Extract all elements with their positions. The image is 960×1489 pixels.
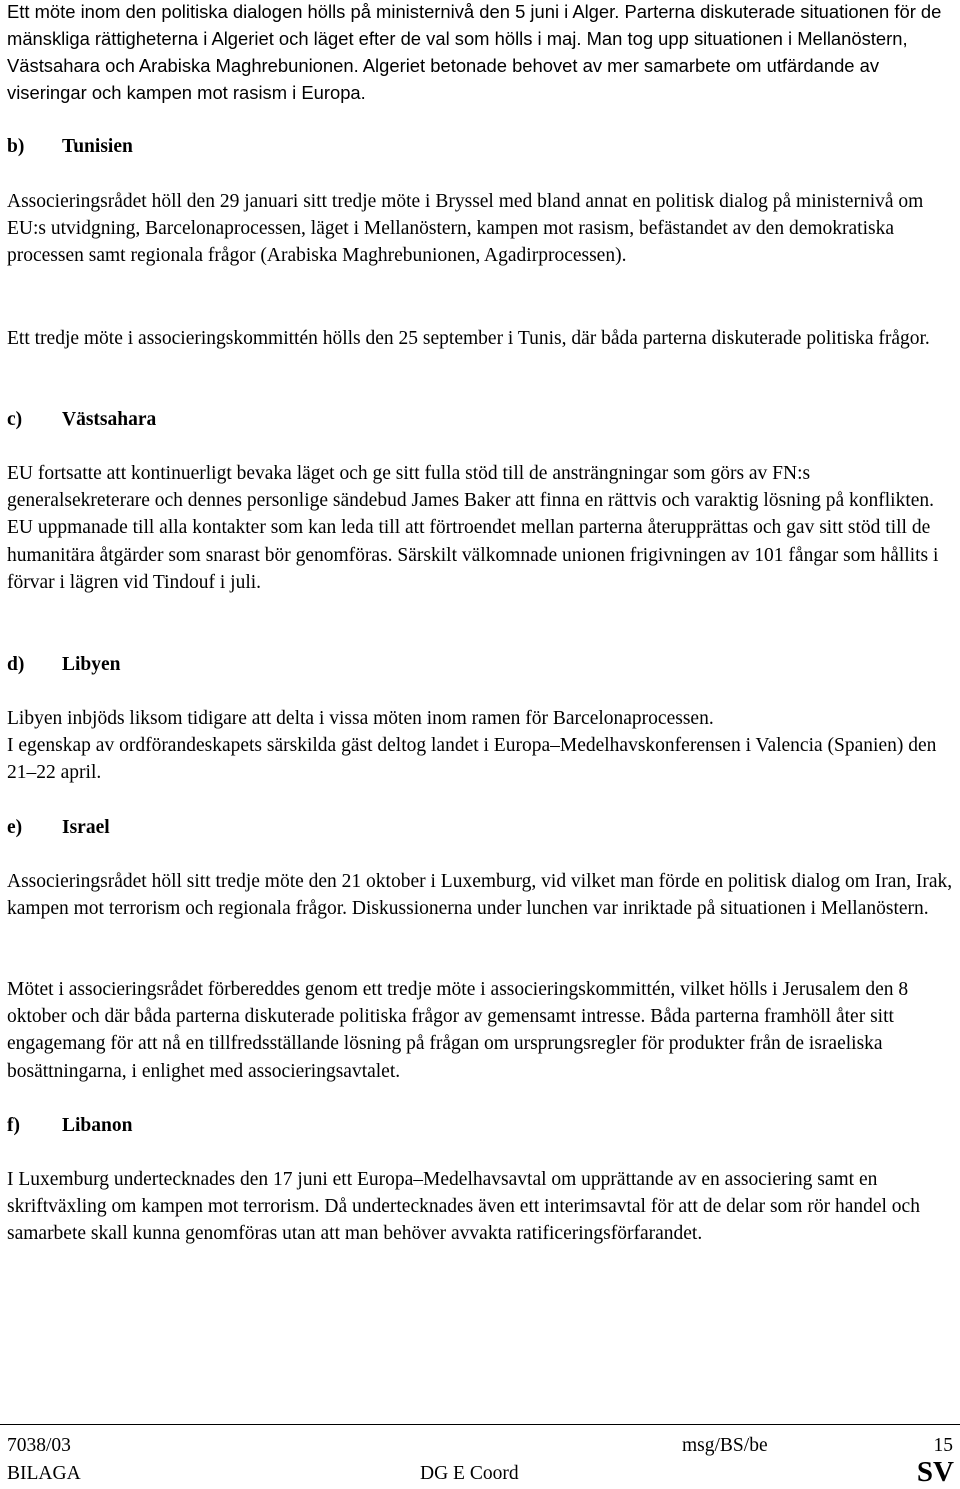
- section-marker: c): [7, 409, 23, 430]
- section-marker: b): [7, 136, 25, 157]
- israel-paragraph-1: Associeringsrådet höll sitt tredje möte den 21 oktober i Luxemburg, vid vilket man förde en politisk dialog om Iran, Irak, kampen mot terrorism och regionala frågor. Diskussionerna under lunchen var inriktade på situationen i Mellanöstern.: [7, 871, 953, 920]
- footer-annex-label: BILAGA: [7, 1463, 81, 1484]
- section-heading-tunisien: [7, 133, 133, 160]
- section-title: Libyen: [62, 654, 121, 675]
- israel-paragraph-2: Mötet i associeringsrådet förbereddes genom ett tredje möte i associeringskommittén, vilket hölls i Jerusalem den 8 oktober och där båda parterna diskuterade politiska frågor av gemensamt intresse. Båda parterna framhöll åter sitt engagemang för att nå en tillfredsställande lösning på frågan om ursprungsregler för produkter från de israeliska bosättningarna, i enlighet med associeringsavtalet.: [7, 979, 909, 1082]
- footer-language-code: SV: [916, 1456, 954, 1488]
- section-title: Israel: [62, 817, 110, 838]
- intro-paragraph: Ett möte inom den politiska dialogen hölls på ministernivå den 5 juni i Alger. Parterna diskuterade situationen för de mänskliga rättigheterna i Algeriet och läget efter de val som hölls i maj. Man tog upp situationen i Mellanöstern, Västsahara och Arabiska Maghrebunionen. Algeriet betonade behovet av mer samarbete om utfärdande av viseringar och kampen mot rasism i Europa.: [7, 1, 942, 103]
- footer-reference: msg/BS/be: [682, 1435, 768, 1456]
- section-heading-israel: [7, 814, 110, 841]
- footer-directorate: DG E Coord: [420, 1463, 519, 1484]
- section-marker: e): [7, 817, 23, 838]
- tunisien-paragraph-1: Associeringsrådet höll den 29 januari sitt tredje möte i Bryssel med bland annat en politisk dialog på ministernivå om EU:s utvidgning, Barcelonaprocessen, läget i Mellanöstern, kampen mot rasism, befästandet av den demokratiska processen samt regionala frågor (Arabiska Maghrebunionen, Agadirprocessen).: [7, 191, 924, 267]
- footer-doc-number: 7038/03: [7, 1435, 71, 1456]
- section-heading-libanon: [7, 1112, 132, 1139]
- libyen-paragraph-2: I egenskap av ordförandeskapets särskilda gäst deltog landet i Europa–Medelhavskonferensen i Valencia (Spanien) den 21–22 april.: [7, 735, 937, 784]
- section-title: Västsahara: [62, 409, 157, 430]
- libyen-paragraph-1: Libyen inbjöds liksom tidigare att delta i vissa möten inom ramen för Barcelonaprocessen.: [7, 708, 714, 729]
- vastsahara-paragraph-1: EU fortsatte att kontinuerligt bevaka läget och ge sitt fulla stöd till de ansträngningar som görs av FN:s generalsekreterare och dennes personlige sändebud James Baker att finna en rättvis och varaktig lösning på konflikten. EU uppmanade till alla kontakter som kan leda till att förtroendet mellan parterna återupprättas och gav sitt stöd till de humanitära åtgärder som snarast bör genomföras. Särskilt välkomnade unionen frigivningen av 101 fångar som hållits i förvar i lägren vid Tindouf i juli.: [7, 463, 939, 593]
- tunisien-paragraph-2: Ett tredje möte i associeringskommittén hölls den 25 september i Tunis, där båda parterna diskuterade politiska frågor.: [7, 328, 930, 349]
- section-marker: d): [7, 654, 25, 675]
- section-title: Tunisien: [62, 136, 133, 157]
- section-title: Libanon: [62, 1115, 133, 1136]
- section-heading-vastsahara: [7, 406, 156, 433]
- footer-page-number: 15: [933, 1435, 953, 1456]
- section-marker: f): [7, 1115, 20, 1136]
- footer-rule: [0, 1424, 960, 1425]
- section-heading-libyen: [7, 651, 121, 678]
- libanon-paragraph-1: I Luxemburg undertecknades den 17 juni ett Europa–Medelhavsavtal om upprättande av en associering samt en skriftväxling om kampen mot terrorism. Då undertecknades även ett interimsavtal för att de delar som rör handel och samarbete skall kunna genomföras utan att man behöver avvakta ratificeringsförfarandet.: [7, 1169, 920, 1245]
